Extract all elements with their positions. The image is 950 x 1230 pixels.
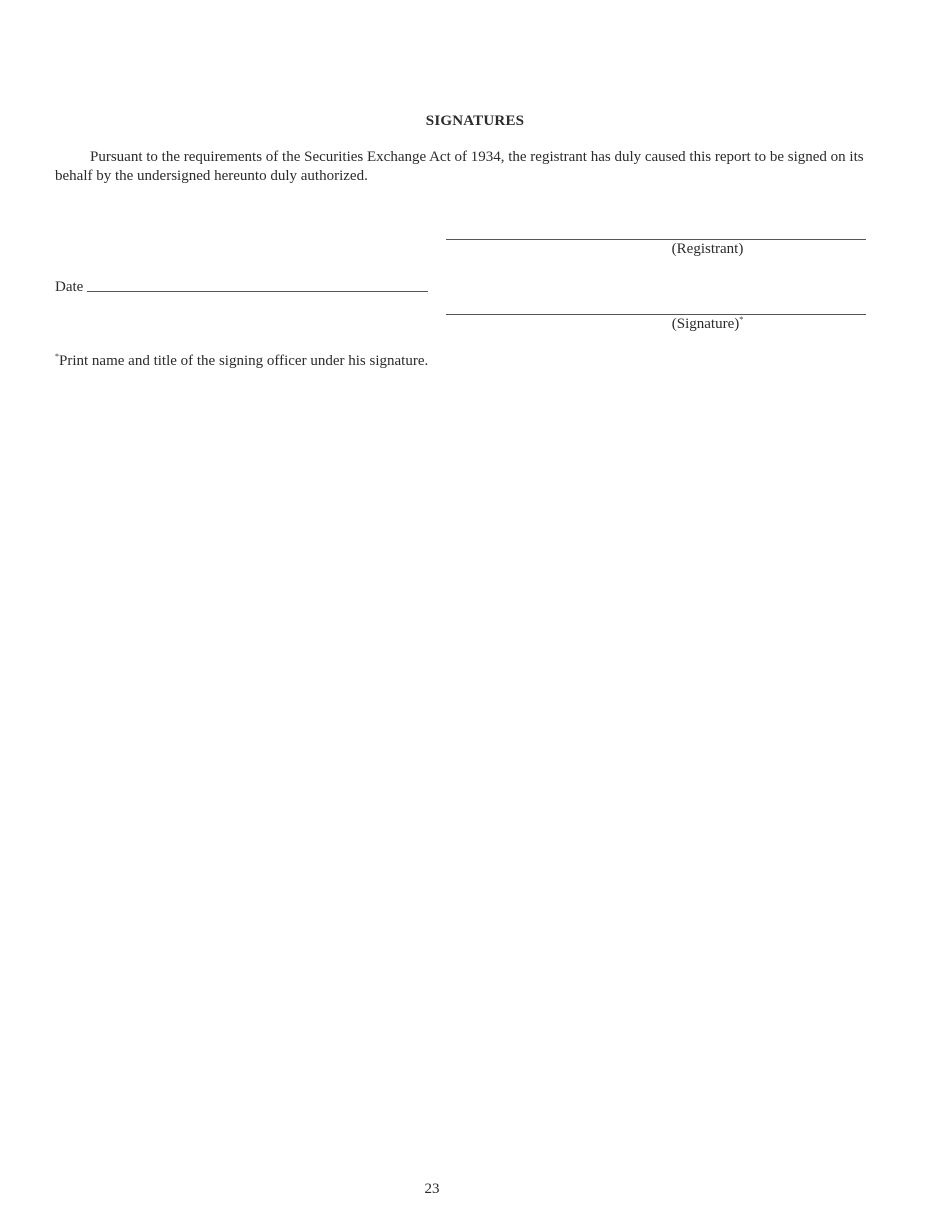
footnote-marker: * — [55, 352, 59, 361]
signatures-heading: SIGNATURES — [425, 113, 525, 129]
registrant-signature-line — [446, 239, 866, 240]
signature-line — [446, 314, 866, 315]
footnote — [55, 353, 428, 370]
date-row — [55, 279, 428, 296]
date-label: Date — [55, 279, 84, 295]
intro-paragraph: Pursuant to the requirements of the Securities Exchange Act of 1934, the registrant has duly caused this report to be signed on its behalf by the undersigned hereunto duly authorized. — [55, 149, 864, 184]
registrant-caption: (Registrant) — [671, 241, 744, 257]
signature-caption: (Signature) — [671, 316, 740, 332]
footnote-text: Print name and title of the signing officer under his signature. — [59, 353, 429, 369]
signature-footnote-marker: * — [739, 315, 744, 324]
signature-caption-block — [446, 316, 950, 333]
date-input-line — [87, 291, 428, 292]
